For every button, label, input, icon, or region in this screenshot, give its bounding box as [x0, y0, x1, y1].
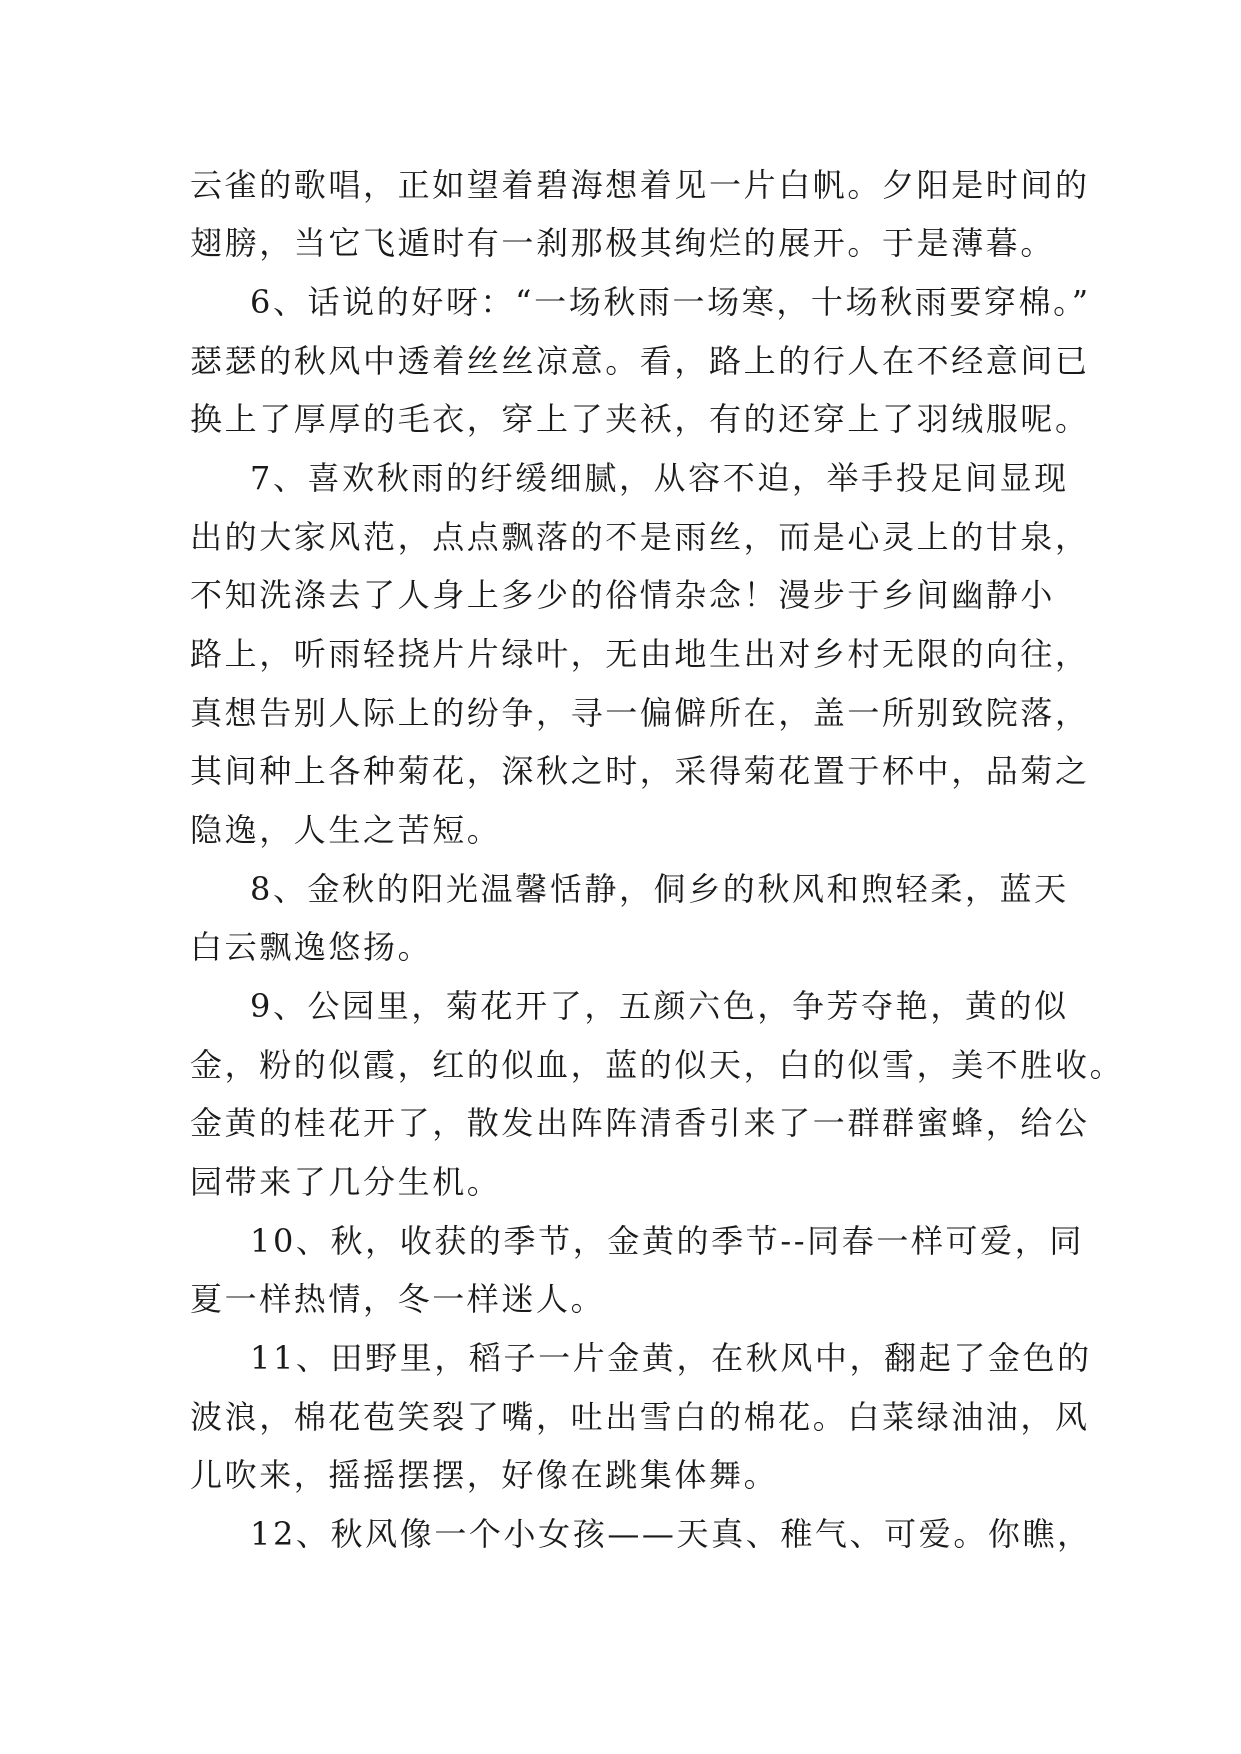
text-line: 金黄的桂花开了，散发出阵阵清香引来了一群群蜜蜂，给公	[190, 1104, 1090, 1142]
text-line: 不知洗涤去了人身上多少的俗情杂念！漫步于乡间幽静小	[190, 576, 1056, 614]
text-line: 云雀的歌唱，正如望着碧海想着见一片白帆。夕阳是时间的	[190, 166, 1090, 204]
text-line: 夏一样热情，冬一样迷人。	[190, 1280, 606, 1318]
paragraph-8-start: 8、金秋的阳光温馨恬静，侗乡的秋风和煦轻柔，蓝天	[250, 870, 1069, 908]
paragraph-9-start: 9、公园里，菊花开了，五颜六色，争芳夺艳，黄的似	[250, 987, 1069, 1025]
text-line: 金，粉的似霞，红的似血，蓝的似天，白的似雪，美不胜收。	[190, 1046, 1125, 1084]
text-line: 白云飘逸悠扬。	[190, 928, 433, 966]
text-line: 波浪，棉花苞笑裂了嘴，吐出雪白的棉花。白菜绿油油，风	[190, 1398, 1090, 1436]
text-line: 瑟瑟的秋风中透着丝丝凉意。看，路上的行人在不经意间已	[190, 342, 1090, 380]
text-line: 换上了厚厚的毛衣，穿上了夹袄，有的还穿上了羽绒服呢。	[190, 400, 1090, 438]
text-line: 儿吹来，摇摇摆摆，好像在跳集体舞。	[190, 1456, 779, 1494]
text-line: 园带来了几分生机。	[190, 1163, 502, 1201]
text-line: 翅膀，当它飞遁时有一刹那极其绚烂的展开。于是薄暮。	[190, 224, 1056, 262]
text-line: 其间种上各种菊花，深秋之时，采得菊花置于杯中，品菊之	[190, 752, 1090, 790]
text-line: 真想告别人际上的纷争，寻一偏僻所在，盖一所别致院落，	[190, 694, 1090, 732]
text-line: 隐逸，人生之苦短。	[190, 811, 502, 849]
paragraph-11-start: 11、田野里，稻子一片金黄，在秋风中，翻起了金色的	[250, 1339, 1092, 1377]
paragraph-10-start: 10、秋，收获的季节，金黄的季节--同春一样可爱，同	[250, 1222, 1084, 1260]
paragraph-12-start: 12、秋风像一个小女孩——天真、稚气、可爱。你瞧，	[250, 1515, 1092, 1553]
text-line: 出的大家风范，点点飘落的不是雨丝，而是心灵上的甘泉，	[190, 518, 1090, 556]
paragraph-7-start: 7、喜欢秋雨的纡缓细腻，从容不迫，举手投足间显现	[250, 459, 1069, 497]
paragraph-6-start: 6、话说的好呀：“一场秋雨一场寒，十场秋雨要穿棉。”	[250, 283, 1091, 321]
text-line: 路上，听雨轻挠片片绿叶，无由地生出对乡村无限的向往，	[190, 635, 1090, 673]
